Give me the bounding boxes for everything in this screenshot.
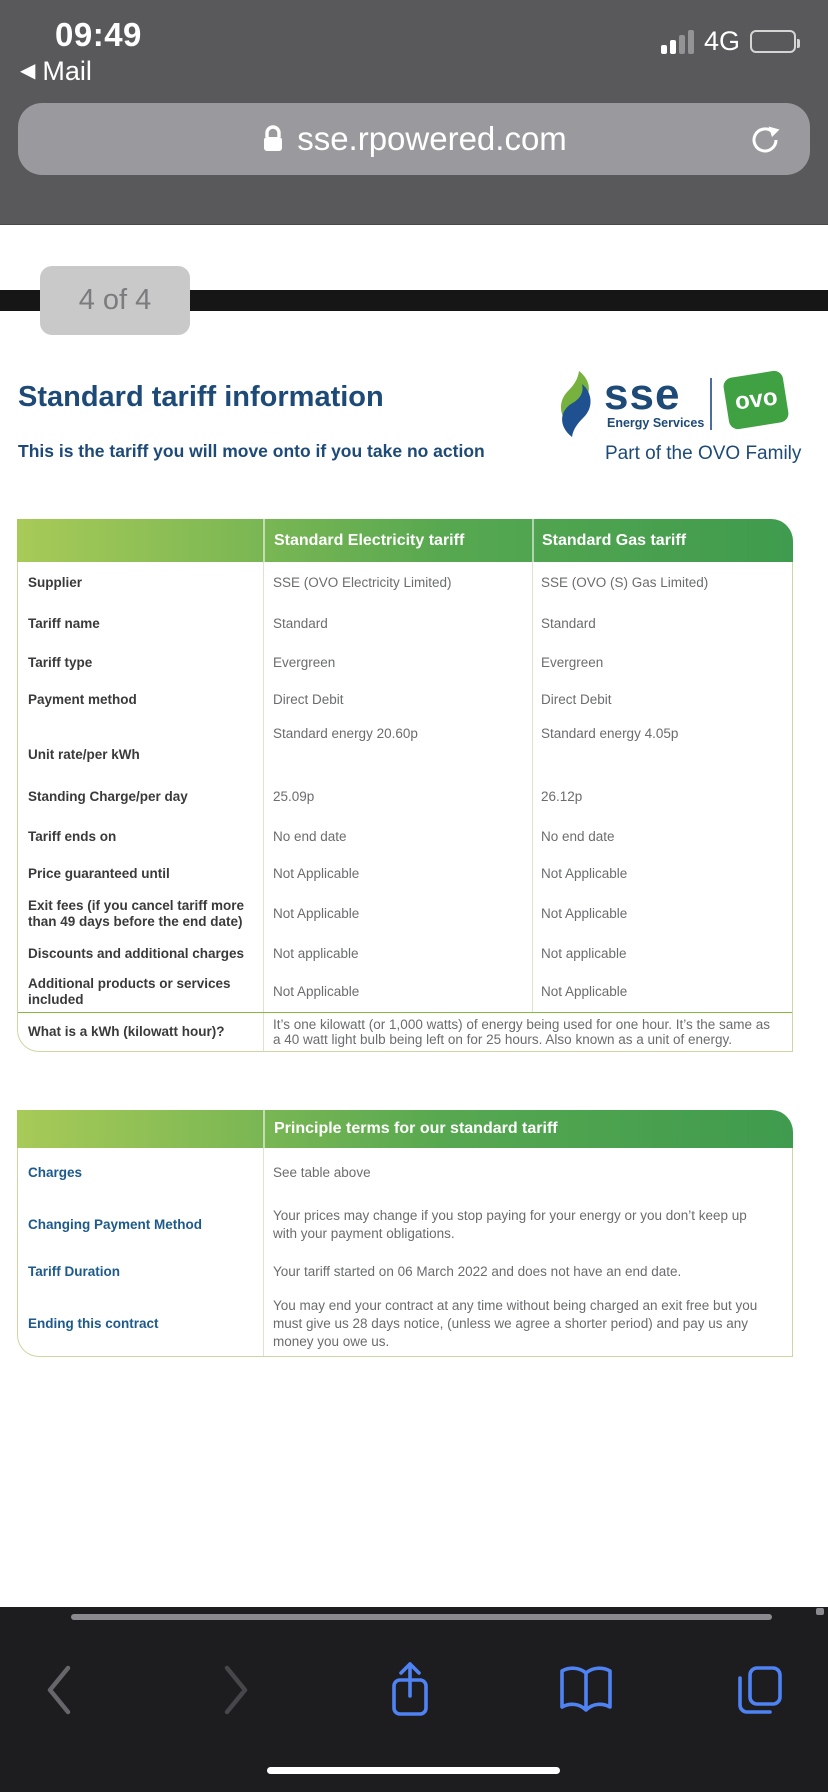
battery-icon <box>750 30 796 53</box>
back-chevron-icon <box>42 1662 76 1718</box>
table-row <box>18 817 792 856</box>
table-row <box>18 604 792 644</box>
table-row <box>18 776 792 817</box>
electricity-value-cell: Not Applicable <box>263 856 532 892</box>
kwh-definition-row <box>18 1012 792 1051</box>
forward-chevron-icon <box>219 1662 253 1718</box>
row-label-cell: Supplier <box>28 575 83 590</box>
table-row <box>18 856 792 892</box>
row-value-cell: You may end your contract at any time without being charged an exit free but you must give us 28 days notice, (unless we agree a shorter period) and pay us any money you owe us. <box>263 1292 792 1356</box>
brand-divider-line <box>710 378 712 430</box>
tabs-icon <box>734 1664 786 1716</box>
table-row <box>18 972 792 1012</box>
table-row <box>18 682 792 718</box>
electricity-value-cell: Direct Debit <box>263 682 532 718</box>
row-label-cell: Tariff name <box>28 616 100 631</box>
table-row <box>18 1252 792 1292</box>
gas-value-cell: Standard energy 4.05p <box>532 718 790 776</box>
table-row <box>18 644 792 682</box>
row-label-cell: Exit fees (if you cancel tariff more than 49 days before the end date) <box>28 898 245 929</box>
sse-flame-icon <box>552 370 602 438</box>
table2-body <box>17 1148 793 1357</box>
table1-header-row <box>17 519 793 562</box>
electricity-value-cell: 25.09p <box>263 776 532 817</box>
tabs-button[interactable] <box>725 1655 795 1725</box>
gas-value-cell: Standard <box>532 604 790 644</box>
table1-header-gas: Standard Gas tariff <box>532 519 791 562</box>
table-row <box>18 1198 792 1252</box>
gas-value-cell: No end date <box>532 817 790 856</box>
row-label-cell: Charges <box>28 1165 83 1180</box>
table-row <box>18 892 792 936</box>
gas-value-cell: Not applicable <box>532 936 790 972</box>
gas-value-cell: Not Applicable <box>532 972 790 1012</box>
ovo-family-tagline: Part of the OVO Family <box>605 443 802 464</box>
gas-value-cell: 26.12p <box>532 776 790 817</box>
back-to-mail-label: Mail <box>42 56 92 86</box>
table-row <box>18 1148 792 1198</box>
row-label-cell: Additional products or services included <box>28 976 231 1007</box>
share-icon <box>388 1660 432 1720</box>
row-label-cell: Tariff type <box>28 655 93 670</box>
table1-header-empty <box>17 519 263 562</box>
electricity-value-cell: Standard <box>263 604 532 644</box>
open-book-icon <box>558 1665 614 1715</box>
share-button[interactable] <box>375 1655 445 1725</box>
status-time: 09:49 <box>55 16 142 53</box>
safari-bottom-toolbar <box>0 1607 828 1792</box>
address-bar[interactable] <box>18 103 810 175</box>
electricity-value-cell: Evergreen <box>263 644 532 682</box>
bookmarks-button[interactable] <box>551 1655 621 1725</box>
table1-header-electricity: Standard Electricity tariff <box>263 519 532 562</box>
standard-tariff-table <box>17 519 793 1052</box>
kwh-definition-text: It’s one kilowatt (or 1,000 watts) of energy being used for one hour. It’s the same as a 40 watt light bulb being left on for 25 hours. Also known as a unit of energy. <box>263 1013 792 1051</box>
row-value-cell: Your tariff started on 06 March 2022 and does not have an end date. <box>263 1252 792 1292</box>
table1-body <box>17 562 793 1052</box>
row-label-cell: What is a kWh (kilowatt hour)? <box>28 1024 225 1039</box>
principle-terms-table <box>17 1110 793 1357</box>
table2-header-row <box>17 1110 793 1148</box>
row-label-cell: Payment method <box>28 692 137 707</box>
electricity-value-cell: No end date <box>263 817 532 856</box>
row-label-cell: Unit rate/per kWh <box>28 747 140 762</box>
network-type-label: 4G <box>703 26 740 56</box>
electricity-value-cell: Not Applicable <box>263 972 532 1012</box>
gas-value-cell: Direct Debit <box>532 682 790 718</box>
cellular-signal-icon <box>661 30 694 54</box>
electricity-value-cell: Not Applicable <box>263 892 532 936</box>
row-label-cell: Tariff Duration <box>28 1264 120 1279</box>
gas-value-cell: Not Applicable <box>532 892 790 936</box>
page-subtitle: This is the tariff you will move onto if you take no action <box>18 441 485 461</box>
back-button[interactable] <box>24 1655 94 1725</box>
electricity-value-cell: Not applicable <box>263 936 532 972</box>
sse-logo-text: sse <box>604 370 681 419</box>
table2-header-empty <box>17 1110 263 1148</box>
table-row <box>18 936 792 972</box>
row-label-cell: Changing Payment Method <box>28 1217 203 1232</box>
row-label-cell: Discounts and additional charges <box>28 946 245 961</box>
page-number-badge: 4 of 4 <box>40 266 190 335</box>
sse-logo-subtext: Energy Services <box>607 416 705 430</box>
gas-value-cell: Not Applicable <box>532 856 790 892</box>
row-label-cell: Tariff ends on <box>28 828 117 844</box>
row-label-cell: Standing Charge/per day <box>28 788 188 804</box>
table-row <box>18 562 792 604</box>
table-row <box>18 718 792 776</box>
table-row <box>18 1292 792 1356</box>
back-triangle-icon: ◀ <box>20 60 36 82</box>
ovo-logo <box>722 370 789 431</box>
gas-value-cell: Evergreen <box>532 644 790 682</box>
browser-top-chrome <box>0 0 828 225</box>
row-value-cell: Your prices may change if you stop paying for your energy or you don’t keep up with your payment obligations. <box>263 1198 792 1252</box>
url-text: sse.rpowered.com <box>297 120 567 157</box>
electricity-value-cell: Standard energy 20.60p <box>263 718 532 776</box>
status-icons <box>661 26 796 57</box>
page-title: Standard tariff information <box>18 381 384 413</box>
lock-icon <box>261 124 285 154</box>
horizontal-scrollbar[interactable] <box>71 1614 772 1620</box>
table2-header-title: Principle terms for our standard tariff <box>263 1110 793 1148</box>
ovo-logo-text: ovo <box>733 383 779 416</box>
row-value-cell: See table above <box>263 1148 792 1198</box>
vertical-scrollbar[interactable] <box>816 1608 824 1615</box>
home-indicator[interactable] <box>267 1767 560 1774</box>
row-label-cell: Ending this contract <box>28 1316 159 1331</box>
back-to-mail-button[interactable] <box>20 56 92 87</box>
row-label-cell: Price guaranteed until <box>28 866 170 881</box>
reload-button[interactable] <box>746 121 784 159</box>
electricity-value-cell: SSE (OVO Electricity Limited) <box>263 562 532 604</box>
forward-button[interactable] <box>201 1655 271 1725</box>
gas-value-cell: SSE (OVO (S) Gas Limited) <box>532 562 790 604</box>
